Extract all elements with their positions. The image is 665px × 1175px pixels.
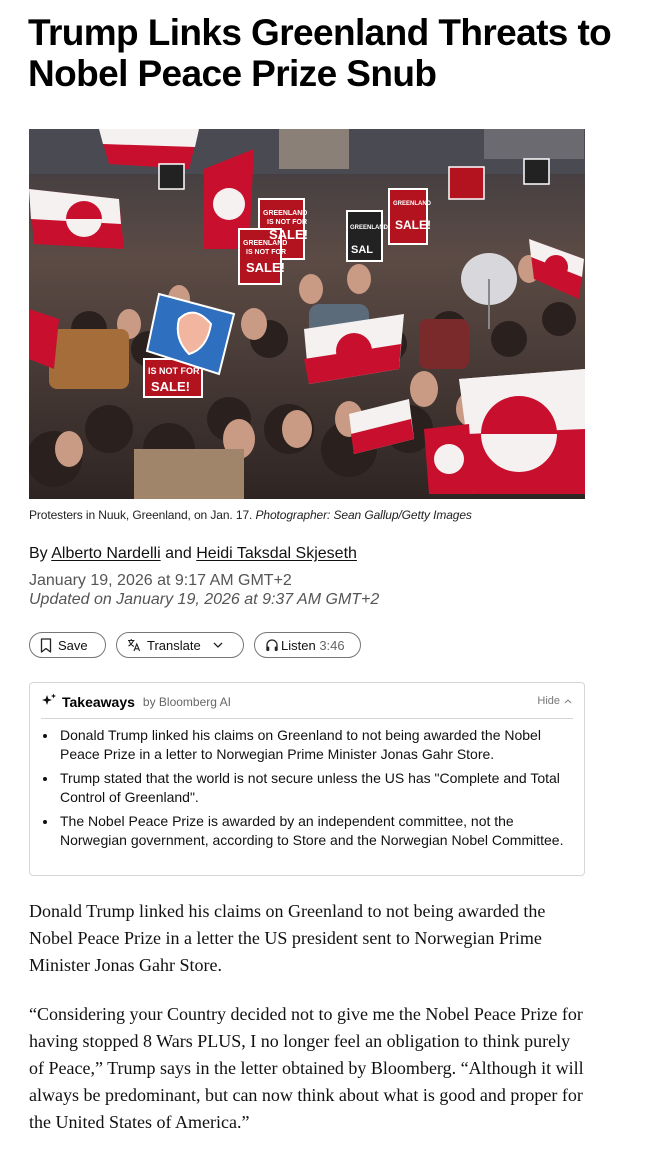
sparkle-icon xyxy=(41,693,57,710)
svg-text:SALE!: SALE! xyxy=(269,227,308,242)
svg-text:SALE!: SALE! xyxy=(151,379,190,394)
author-link-1[interactable]: Alberto Nardelli xyxy=(51,545,161,562)
svg-text:GREENLAND: GREENLAND xyxy=(243,240,288,247)
takeaways-divider xyxy=(41,718,573,719)
author-link-2[interactable]: Heidi Taksdal Skjeseth xyxy=(196,545,357,562)
takeaways-list xyxy=(58,726,578,855)
bookmark-icon xyxy=(40,638,52,653)
headphones-icon xyxy=(265,638,279,652)
chevron-down-icon xyxy=(213,642,223,648)
listen-button[interactable] xyxy=(254,632,361,658)
translate-button[interactable] xyxy=(116,632,244,658)
svg-text:SAL: SAL xyxy=(351,244,373,256)
takeaways-panel xyxy=(29,682,585,876)
photo-credit: Photographer: Sean Gallup/Getty Images xyxy=(255,508,472,522)
hide-label: Hide xyxy=(537,695,560,707)
takeaway-item: • Trump stated that the world is not secure unless the US has "Complete and Total Control of Greenland". xyxy=(58,769,578,807)
byline-prefix: By xyxy=(29,545,48,562)
svg-text:IS NOT FOR: IS NOT FOR xyxy=(267,219,308,226)
takeaway-item: • Donald Trump linked his claims on Greenland to not being awarded the Nobel Peace Prize in a letter to Norwegian Prime Minister Jonas Gahr Store. xyxy=(58,726,578,764)
takeaways-title: Takeaways xyxy=(62,693,135,710)
save-label: Save xyxy=(58,637,88,653)
translate-label: Translate xyxy=(147,637,201,653)
hide-takeaways-button[interactable] xyxy=(537,695,572,707)
save-button[interactable] xyxy=(29,632,106,658)
updated-date: Updated on January 19, 2026 at 9:37 AM GMT+2 xyxy=(29,591,380,608)
svg-text:GREENLAND: GREENLAND xyxy=(350,225,389,231)
listen-duration: 3:46 xyxy=(319,637,345,653)
svg-text:SALE!: SALE! xyxy=(246,260,285,275)
svg-text:SALE!: SALE! xyxy=(395,218,431,232)
svg-text:GREENLAND: GREENLAND xyxy=(263,210,308,217)
protest-photo-illustration xyxy=(29,129,585,499)
takeaways-header xyxy=(41,693,231,710)
chevron-up-icon xyxy=(564,695,572,707)
translate-icon xyxy=(127,638,141,652)
article-paragraph: “Considering your Country decided not to give me the Nobel Peace Prize for having stopped 8 Wars PLUS, I no longer feel an obligation to think purely of Peace,” Trump says in the letter obtained by Bloomberg. “Although it will always be predominant, but can now think about what is good and proper for the United States of America.” xyxy=(29,1004,584,1132)
article-headline: Trump Links Greenland Threats to Nobel Peace Prize Snub xyxy=(28,12,612,94)
takeaways-subtitle: by Bloomberg AI xyxy=(142,694,231,709)
listen-label: Listen xyxy=(281,637,316,653)
svg-text:IS NOT FOR: IS NOT FOR xyxy=(148,366,200,376)
svg-text:IS NOT FOR: IS NOT FOR xyxy=(246,249,287,256)
published-date: January 19, 2026 at 9:17 AM GMT+2 xyxy=(29,572,292,589)
article-photo[interactable] xyxy=(29,129,585,499)
takeaway-item: • The Nobel Peace Prize is awarded by an independent committee, not the Norwegian government, according to Store and the Norwegian Nobel Committee. xyxy=(58,812,578,850)
svg-text:GREENLAND: GREENLAND xyxy=(393,201,432,207)
byline xyxy=(29,545,357,563)
caption-text: Protesters in Nuuk, Greenland, on Jan. 17. xyxy=(29,508,253,522)
photo-caption xyxy=(29,508,472,522)
article-paragraph: Donald Trump linked his claims on Greenland to not being awarded the Nobel Peace Prize in a letter the US president sent to Norwegian Prime Minister Jonas Gahr Store. xyxy=(29,901,546,975)
byline-conjunction: and xyxy=(165,545,192,562)
